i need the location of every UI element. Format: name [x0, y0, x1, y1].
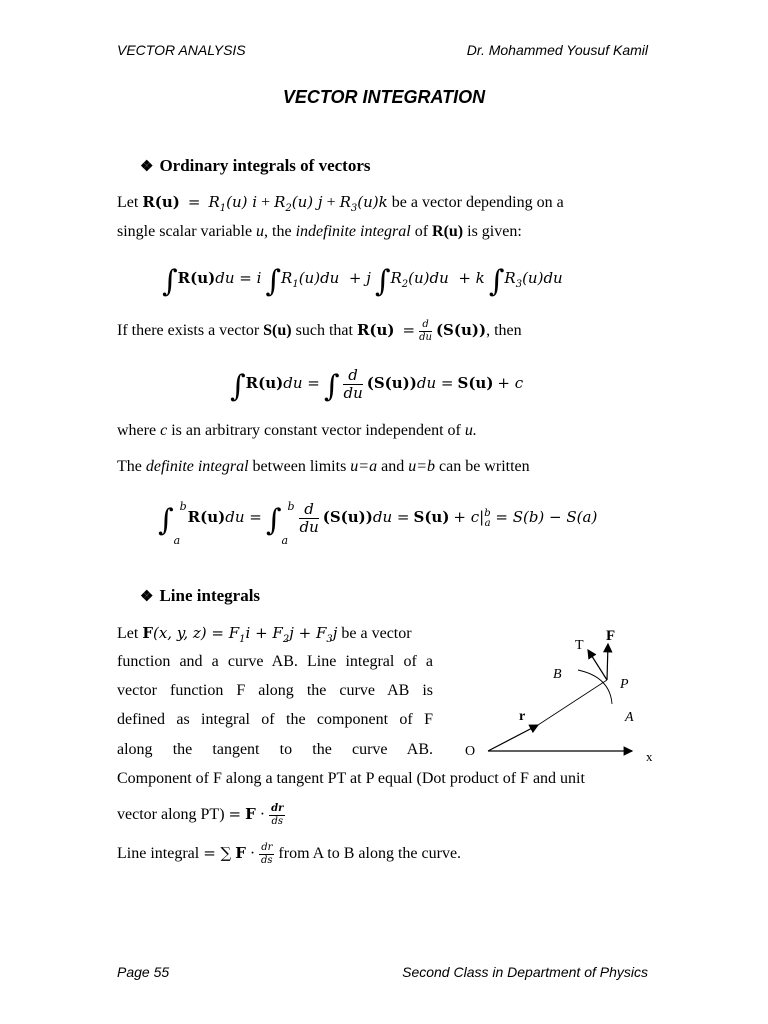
label-t: T: [575, 638, 584, 653]
text: If there exists a vector: [117, 322, 260, 340]
label-x: x: [646, 749, 653, 764]
paragraph-line-2: function and a curve AB. Line integral of a: [117, 653, 433, 670]
paragraph-line-8: Line integral = ∑ F · $\frac{dr}{ds}$ from A to B along the curve.: [117, 842, 462, 866]
line-integral-diagram: [460, 622, 670, 772]
paragraph-where-c: [117, 422, 477, 440]
text: , the: [264, 223, 292, 240]
paragraph-line-3: vector function F along the curve AB is: [117, 682, 433, 699]
paragraph-let-r: Let $R(u) = R_1(u) i + R_2(u) j + R_3(u)k$ be a vector depending on a: [117, 193, 564, 214]
text: of: [414, 223, 429, 240]
equation-definite-integral: ∫ b a R(u)du = ∫ b a $\frac{d}{du}$ $(S(u))du = S(u) + c|^b_a = S(b) - S(a)$: [158, 500, 598, 548]
text: , then: [486, 322, 522, 340]
equation-antiderivative: ∫R(u)du = ∫ $\frac{d}{du}$ (S(u))du = S(u) + c: [230, 366, 524, 405]
header-right: Dr. Mohammed Yousuf Kamil: [466, 42, 648, 58]
text: u.: [464, 422, 477, 439]
paragraph-definite-integral: [117, 458, 530, 476]
label-a: A: [625, 710, 634, 725]
position-line: [538, 680, 607, 725]
text: Line integral: [117, 845, 200, 863]
text: is given:: [467, 223, 522, 240]
section-heading-line-integrals: [140, 586, 260, 606]
paragraph-line-5: along the tangent to the curve AB.: [117, 741, 433, 758]
section-heading-ordinary-integrals: [140, 156, 371, 176]
f-vector: [607, 644, 608, 680]
paragraph-let-f: Let F(x, y, $z) = F_1i + F_2j + F_3j$ be a vector: [117, 624, 412, 645]
r-vector: [488, 725, 538, 751]
text: u=b: [408, 458, 435, 475]
bullet-icon: ❖: [140, 159, 154, 175]
label-b: B: [553, 667, 562, 682]
paragraph-line-7: vector along PT) = F · $\frac{dr}{ds}$: [117, 803, 284, 827]
text: can be written: [439, 458, 530, 475]
text: single scalar variable: [117, 223, 253, 240]
label-p: P: [620, 677, 629, 692]
label-r: r: [519, 709, 526, 724]
text: R(u): [432, 223, 464, 240]
text: Let: [117, 625, 139, 642]
text: from A to B along the curve.: [278, 845, 462, 863]
text: indefinite integral: [295, 223, 411, 240]
footer-right: Second Class in Department of Physics: [402, 964, 648, 980]
text: S(u): [263, 322, 292, 340]
paragraph-if-exists: If there exists a vector S(u) such that R(u) = $\frac{d}{du}$ (S(u)), then: [117, 319, 522, 343]
text: such that: [295, 322, 353, 340]
text: u=a: [350, 458, 378, 475]
text: vector along PT): [117, 806, 225, 824]
label-f: F: [606, 628, 616, 644]
page-title: VECTOR INTEGRATION: [282, 87, 486, 107]
header-left: VECTOR ANALYSIS: [117, 42, 246, 58]
text: u: [256, 223, 265, 240]
paragraph-line-4: defined as integral of the component of F: [117, 711, 433, 728]
footer-page-number: Page 55: [117, 964, 170, 980]
text: The: [117, 458, 142, 475]
paragraph-scalar-variable: [117, 223, 522, 241]
text: be a vector: [341, 625, 412, 642]
equation-indefinite-integral: ∫R(u)du = i $\int R_1(u)du + j$ $\int R_2(u)du + k$ $\int R_3(u)du$: [162, 264, 563, 299]
text: where: [117, 422, 157, 439]
label-o: O: [465, 744, 476, 759]
text: and: [381, 458, 405, 475]
text: be a vector depending on a: [391, 194, 564, 211]
text: between limits: [252, 458, 347, 475]
tangent-vector: [588, 650, 607, 680]
heading-text: Line integrals: [159, 586, 261, 605]
heading-text: Ordinary integrals of vectors: [159, 156, 371, 175]
paragraph-line-6: Component of F along a tangent PT at P equal (Dot product of F and unit: [117, 770, 585, 787]
text: c: [160, 422, 168, 439]
bullet-icon: ❖: [140, 589, 154, 605]
text: definite integral: [145, 458, 249, 475]
text: is an arbitrary constant vector independent of: [171, 422, 461, 439]
text: Let: [117, 194, 139, 211]
